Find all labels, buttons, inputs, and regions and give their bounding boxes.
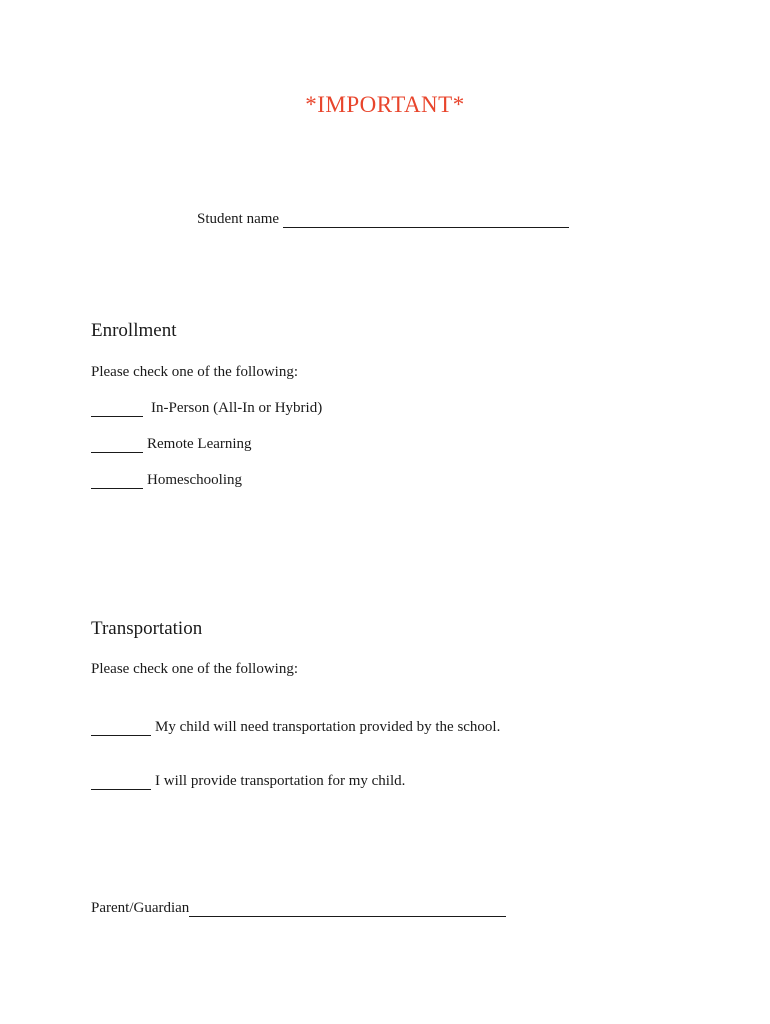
enrollment-check-blank[interactable] <box>91 437 143 453</box>
student-name-label: Student name <box>197 211 280 227</box>
enrollment-option-remote <box>91 436 252 453</box>
option-label: Remote Learning <box>147 436 252 452</box>
transportation-option-school <box>91 719 500 736</box>
student-name-row <box>197 210 569 228</box>
page-title: *IMPORTANT* <box>305 92 465 117</box>
option-label: My child will need transportation provided by the school. <box>155 719 501 735</box>
enrollment-option-homeschooling <box>91 472 242 489</box>
transportation-heading: Transportation <box>91 618 203 639</box>
parent-guardian-field[interactable] <box>189 900 506 917</box>
parent-guardian-row <box>91 900 506 917</box>
option-label: I will provide transportation for my child. <box>155 773 406 789</box>
student-name-field[interactable] <box>283 210 569 228</box>
option-label: Homeschooling <box>147 472 242 488</box>
option-label: In-Person (All-In or Hybrid) <box>151 400 323 416</box>
enrollment-check-blank[interactable] <box>91 401 143 417</box>
transportation-check-blank[interactable] <box>91 774 151 790</box>
enrollment-check-blank[interactable] <box>91 473 143 489</box>
enrollment-instruction: Please check one of the following: <box>91 364 299 380</box>
parent-guardian-label: Parent/Guardian <box>91 900 190 916</box>
enrollment-option-in-person <box>91 400 322 417</box>
transportation-option-parent <box>91 773 405 790</box>
transportation-instruction: Please check one of the following: <box>91 661 299 677</box>
transportation-check-blank[interactable] <box>91 720 151 736</box>
enrollment-heading: Enrollment <box>91 320 177 341</box>
